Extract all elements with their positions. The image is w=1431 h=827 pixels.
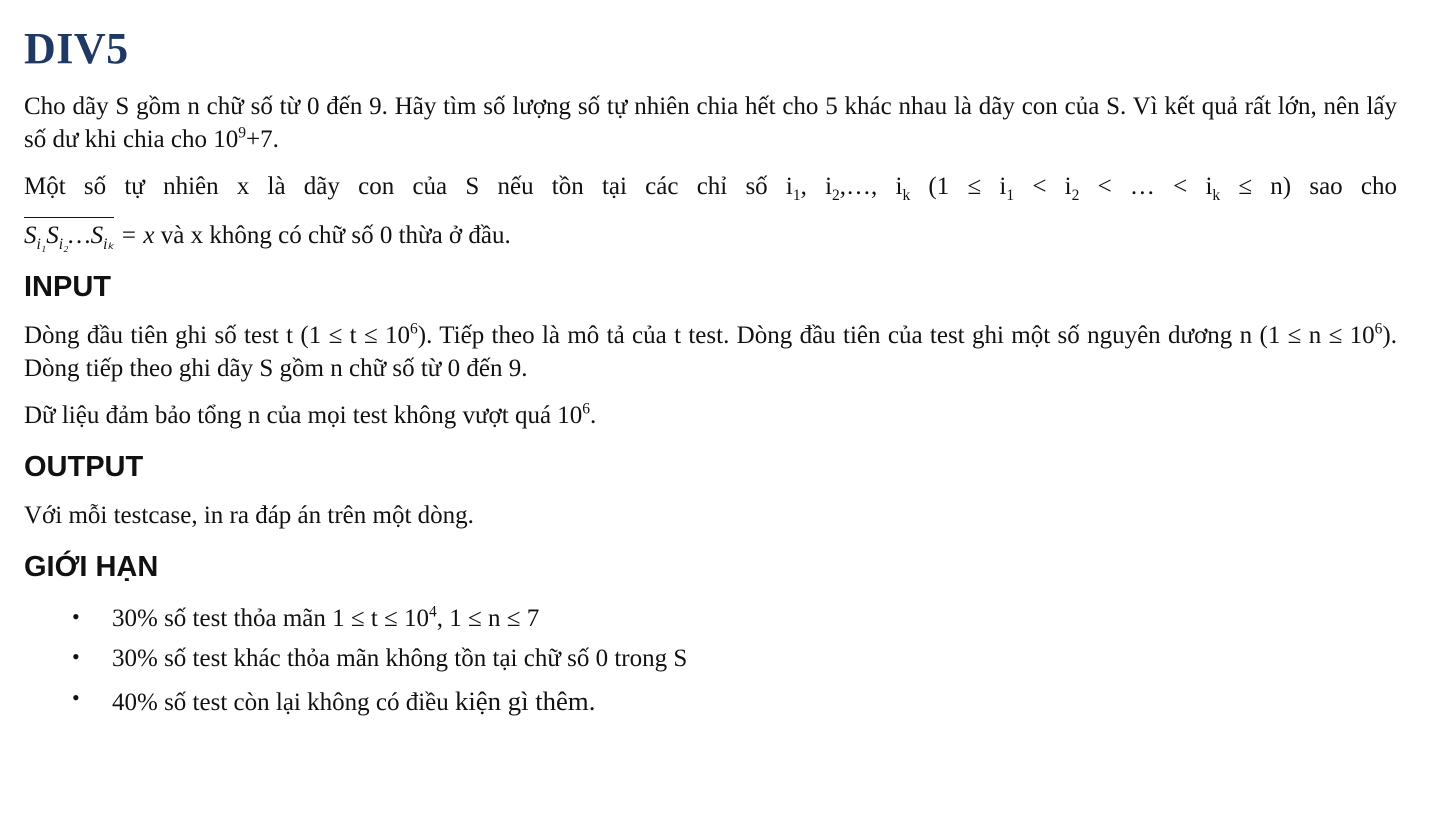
intro-p2-e: < i bbox=[1014, 173, 1072, 201]
intro-paragraph-2 bbox=[24, 170, 1397, 203]
formula-sub-3: iₖ bbox=[103, 236, 115, 254]
input-p2-a: Dữ liệu đảm bảo tổng n của mọi test không vượt quá 10 bbox=[24, 401, 583, 429]
list-item bbox=[112, 599, 1397, 640]
formula-s3: S bbox=[90, 222, 104, 250]
intro-p3-tail: và x không có chữ số 0 thừa ở đầu. bbox=[154, 222, 511, 250]
limit-1-b: , 1 ≤ n ≤ 7 bbox=[436, 604, 540, 632]
formula-sub-1: i₁ bbox=[36, 236, 47, 254]
intro-paragraph-1-text-b: +7. bbox=[245, 126, 279, 154]
subsequence-formula bbox=[24, 217, 114, 252]
list-item bbox=[112, 639, 1397, 680]
formula-s1: S bbox=[24, 222, 37, 250]
limit-3-b: kiện gì thêm. bbox=[455, 685, 596, 716]
formula-equals-x: = x bbox=[120, 222, 155, 250]
formula-s2: S bbox=[46, 222, 59, 250]
intro-paragraph-1 bbox=[24, 90, 1397, 156]
intro-p2-a: Một số tự nhiên x là dãy con của S nếu tồn tại các chỉ số i bbox=[24, 173, 793, 201]
intro-formula-line bbox=[24, 217, 1397, 252]
section-heading-limits: GIỚI HẠN bbox=[24, 550, 159, 583]
input-p2-b: . bbox=[590, 401, 597, 429]
limit-2-a: 30% số test khác thỏa mãn không tồn tại chữ số 0 trong S bbox=[112, 645, 688, 673]
intro-p2-g: ≤ n) sao cho bbox=[1220, 173, 1397, 201]
intro-p2-sub-5: 2 bbox=[1071, 187, 1080, 205]
formula-sub-2: i₂ bbox=[58, 236, 69, 254]
output-p1-a: Với mỗi testcase, in ra đáp án trên một dòng. bbox=[24, 501, 474, 529]
input-p1-c: ). Dòng tiếp theo ghi dãy S gồm n chữ số từ 0 đến 9. bbox=[24, 321, 1397, 382]
input-paragraph-2 bbox=[24, 399, 1397, 432]
intro-p2-c: ,…, i bbox=[839, 173, 903, 201]
intro-p2-sub-4: 1 bbox=[1006, 187, 1015, 205]
intro-paragraph-1-exponent: 9 bbox=[238, 124, 246, 142]
input-p1-a: Dòng đầu tiên ghi số test t (1 ≤ t ≤ 10 bbox=[24, 321, 411, 349]
intro-p2-sub-2: 2 bbox=[832, 187, 840, 205]
input-p1-sup-2: 6 bbox=[1374, 320, 1383, 338]
intro-p2-sub-3: k bbox=[902, 187, 911, 205]
limit-3-a: 40% số test còn lại không có điều bbox=[112, 688, 455, 716]
section-heading-input: INPUT bbox=[24, 271, 111, 304]
intro-p2-sub-6: k bbox=[1212, 187, 1221, 205]
intro-paragraph-1-text-a: Cho dãy S gồm n chữ số từ 0 đến 9. Hãy tìm số lượng số tự nhiên chia hết cho 5 khác nhau là dãy con của S. Vì kết quả rất lớn, nên lấy số dư khi chia cho 10 bbox=[24, 93, 1397, 154]
input-p1-b: ). Tiếp theo là mô tả của t test. Dòng đầu tiên của test ghi một số nguyên dương n (1 ≤ n ≤ 10 bbox=[417, 321, 1375, 349]
input-paragraph-1 bbox=[24, 319, 1397, 385]
limit-1-a: 30% số test thỏa mãn 1 ≤ t ≤ 10 bbox=[112, 604, 429, 632]
intro-p2-f: < … < i bbox=[1079, 173, 1213, 201]
section-heading-output: OUTPUT bbox=[24, 450, 144, 483]
intro-p2-sub-1: 1 bbox=[792, 187, 801, 205]
output-paragraph-1 bbox=[24, 499, 1397, 532]
intro-p2-b: , i bbox=[800, 173, 833, 201]
input-p2-sup-1: 6 bbox=[582, 400, 591, 418]
formula-dots: … bbox=[68, 222, 91, 250]
list-item bbox=[112, 680, 1397, 724]
input-p1-sup-1: 6 bbox=[410, 320, 418, 338]
page-title: DIV5 bbox=[24, 24, 129, 73]
limits-list bbox=[24, 599, 1397, 724]
intro-p2-d: (1 ≤ i bbox=[910, 173, 1007, 201]
limit-1-sup: 4 bbox=[429, 603, 437, 621]
